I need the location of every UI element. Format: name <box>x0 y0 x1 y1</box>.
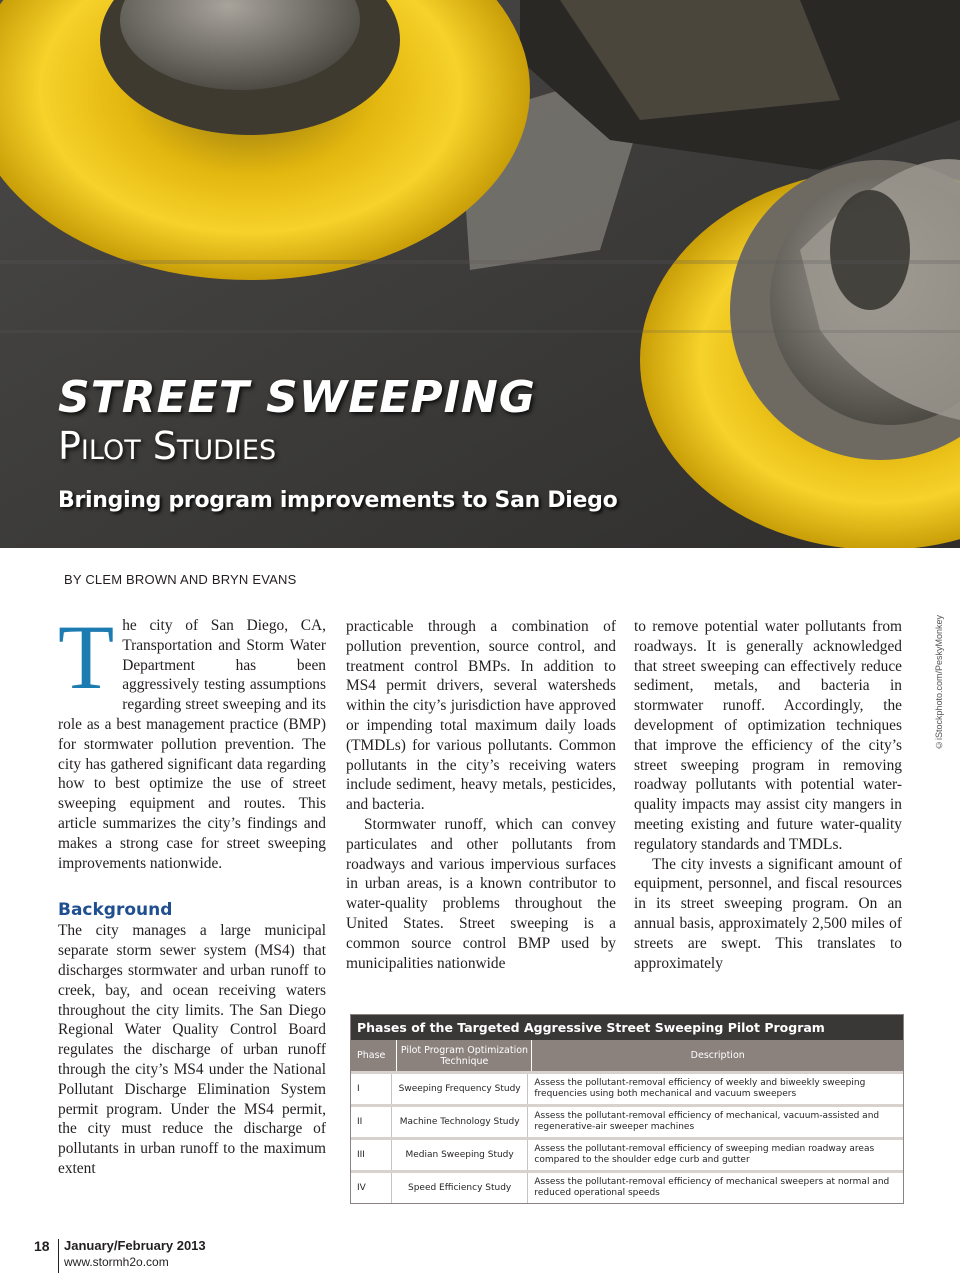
article-column-2 <box>346 617 616 973</box>
intro-paragraph: he city of San Diego, CA, Transportation and Storm Water Department has been aggressively testing assumptions regarding street sweeping and its role as a best management practice (BMP) for stormwater pollution prevention. The city has gathered significant data regarding how to best optimize the use of street sweeping equipment and routes. This article summarizes the city’s findings and makes a strong case for street sweeping improvements nationwide. <box>58 617 326 872</box>
table-cell-technique: Speed Efficiency Study <box>392 1173 529 1203</box>
footer-divider <box>58 1239 59 1273</box>
byline: BY CLEM BROWN AND BRYN EVANS <box>64 572 297 587</box>
issue-date: January/February 2013 <box>64 1238 206 1253</box>
body-paragraph: to remove potential water pollutants from roadways. It is generally acknowledged that street sweeping can effectively reduce sediment, metals, and bacteria in stormwater runoff. Accordingly, the development of optimization techniques that improve the efficiency of the city’s street sweeping program in removing roadway pollutants with potential water-quality impacts may assist city mangers in meeting existing and future water-quality regulatory standards and TMDLs. <box>634 618 902 853</box>
article-title: STREET SWEEPING <box>58 372 536 423</box>
photo-credit: ©iStockphoto.com/PeskyMonkey <box>934 614 944 750</box>
body-paragraph: The city manages a large municipal separate storm sewer system (MS4) that discharges stormwater and urban runoff to creek, bay, and ocean receiving waters throughout the city limits. The San Diego Regional Water Quality Control Board regulates the discharge of urban runoff through the city’s MS4 under the National Pollutant Discharge Elimination System permit program. Under the MS4 permit, the city must reduce the discharge of pollutants in urban runoff to the maximum extent <box>58 922 326 1177</box>
table-cell-phase: III <box>351 1140 392 1170</box>
table-cell-phase: I <box>351 1074 392 1104</box>
page-number: 18 <box>34 1238 50 1254</box>
drop-cap: T <box>58 606 115 708</box>
table-cell-description: Assess the pollutant-removal efficiency of mechanical, vacuum-assisted and regenerative-air sweeper machines <box>534 1111 880 1132</box>
article-column-1 <box>58 606 326 1179</box>
pilot-phases-table <box>350 1014 904 1204</box>
body-paragraph: practicable through a combination of pollution prevention, source control, and treatment control BMPs. In addition to MS4 permit drivers, several watersheds within the city’s jurisdiction have approved or impending total maximum daily loads (TMDLs) for various pollutants. Common pollutants in the city’s receiving waters include sediment, heavy metals, pesticides, and bacteria. <box>346 618 616 814</box>
table-row <box>351 1170 903 1203</box>
table-cell-phase: II <box>351 1107 392 1137</box>
table-cell-phase: IV <box>351 1173 392 1203</box>
hero-photo <box>0 0 960 548</box>
body-paragraph: The city invests a significant amount of equipment, personnel, and fiscal resources in its street sweeping program. On an annual basis, approximately 2,500 miles of streets are swept. This translates to approximately <box>634 855 902 972</box>
table-row <box>351 1071 903 1104</box>
section-heading-background: Background <box>58 900 173 921</box>
website-link[interactable]: www.stormh2o.com <box>64 1255 169 1269</box>
table-header-row <box>351 1040 903 1071</box>
table-cell-description: Assess the pollutant-removal efficiency of sweeping median roadway areas compared to the shoulder edge curb and gutter <box>534 1144 875 1165</box>
article-column-3 <box>634 617 902 973</box>
table-row <box>351 1104 903 1137</box>
body-paragraph: Stormwater runoff, which can convey particulates and other pollutants from roadways and various impervious surfaces in urban areas, is a known contributor to water-quality problems throughout the United States. Street sweeping is a common source control BMP used by municipalities nationwide <box>346 815 616 972</box>
table-cell-description: Assess the pollutant-removal efficiency of mechanical sweepers at normal and reduced operational speeds <box>534 1177 890 1198</box>
table-header-technique: Pilot Program Optimization Technique <box>397 1040 532 1071</box>
table-cell-description: Assess the pollutant-removal efficiency of weekly and biweekly sweeping frequencies using both mechanical and vacuum sweepers <box>534 1078 866 1099</box>
table-title: Phases of the Targeted Aggressive Street Sweeping Pilot Program <box>351 1015 903 1040</box>
article-title-secondary: Pilot Studies <box>58 424 277 468</box>
article-subtitle: Bringing program improvements to San Diego <box>58 488 618 513</box>
table-row <box>351 1137 903 1170</box>
table-cell-technique: Median Sweeping Study <box>392 1140 529 1170</box>
table-cell-technique: Machine Technology Study <box>392 1107 529 1137</box>
table-header-description: Description <box>690 1050 745 1061</box>
table-header-phase: Phase <box>351 1040 397 1071</box>
table-cell-technique: Sweeping Frequency Study <box>392 1074 529 1104</box>
